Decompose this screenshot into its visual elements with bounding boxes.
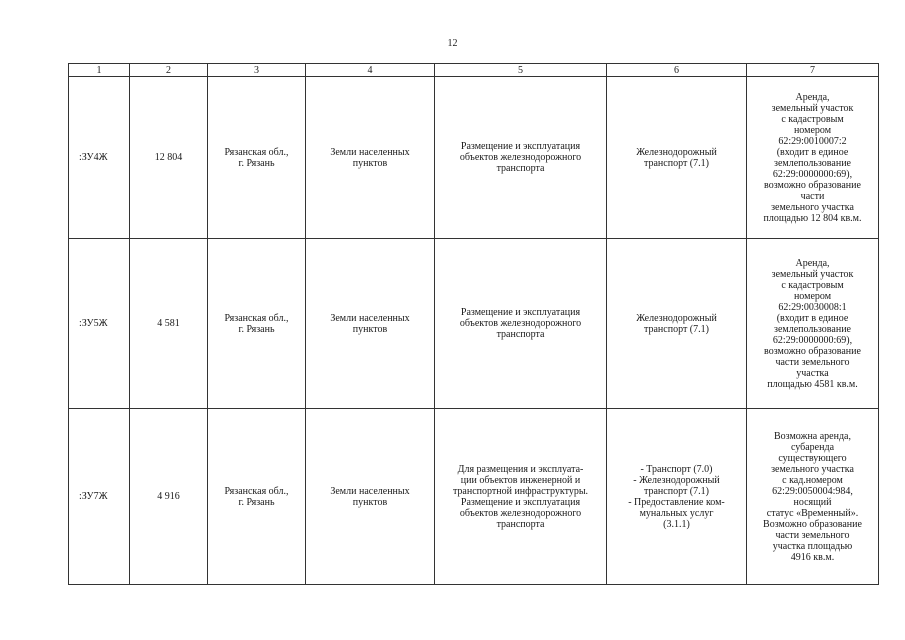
plot-area-cell: 4 916 (130, 409, 208, 585)
column-header: 2 (130, 64, 208, 77)
land-category-cell: Земли населенных пунктов (306, 409, 435, 585)
plot-designation-cell: :ЗУ4Ж (69, 77, 130, 239)
plot-designation-cell: :ЗУ7Ж (69, 409, 130, 585)
location-cell: Рязанская обл., г. Рязань (208, 409, 306, 585)
column-header: 1 (69, 64, 130, 77)
page-number: 12 (447, 38, 458, 49)
location-cell: Рязанская обл., г. Рязань (208, 77, 306, 239)
location-cell: Рязанская обл., г. Рязань (208, 239, 306, 409)
column-header: 3 (208, 64, 306, 77)
permitted-use-cell: - Транспорт (7.0) - Железнодорожный транспорт (7.1) - Предоставление ком- мунальных услуг (3.1.1) (607, 409, 747, 585)
notes-cell: Аренда, земельный участок с кадастровым номером 62:29:0030008:1 (входит в единое землепользование 62:29:0000000:69), возможно образование части земельного участка площадью 4581 кв.м. (747, 239, 879, 409)
purpose-cell: Размещение и эксплуатация объектов железнодорожного транспорта (435, 77, 607, 239)
column-header: 7 (747, 64, 879, 77)
plot-area-cell: 12 804 (130, 77, 208, 239)
permitted-use-cell: Железнодорожный транспорт (7.1) (607, 77, 747, 239)
plot-area-cell: 4 581 (130, 239, 208, 409)
notes-cell: Аренда, земельный участок с кадастровым номером 62:29:0010007:2 (входит в единое землепользование 62:29:0000000:69), возможно образование части земельного участка площадью 12 804 кв.м. (747, 77, 879, 239)
notes-cell: Возможна аренда, субаренда существующего земельного участка с кад.номером 62:29:0050004:984, носящий статус «Временный». Возможно образование части земельного участка площадью 4916 кв.м. (747, 409, 879, 585)
column-header: 4 (306, 64, 435, 77)
column-header: 5 (435, 64, 607, 77)
table-row (69, 409, 879, 585)
land-category-cell: Земли населенных пунктов (306, 77, 435, 239)
land-plots-table (68, 63, 879, 585)
purpose-cell: Размещение и эксплуатация объектов железнодорожного транспорта (435, 239, 607, 409)
permitted-use-cell: Железнодорожный транспорт (7.1) (607, 239, 747, 409)
column-header: 6 (607, 64, 747, 77)
purpose-cell: Для размещения и эксплуата- ции объектов инженерной и транспортной инфраструктуры. Размещение и эксплуатация объектов железнодорожного транспорта (435, 409, 607, 585)
table-row (69, 239, 879, 409)
table-header-row (69, 64, 879, 77)
plot-designation-cell: :ЗУ5Ж (69, 239, 130, 409)
table-row (69, 77, 879, 239)
land-category-cell: Земли населенных пунктов (306, 239, 435, 409)
